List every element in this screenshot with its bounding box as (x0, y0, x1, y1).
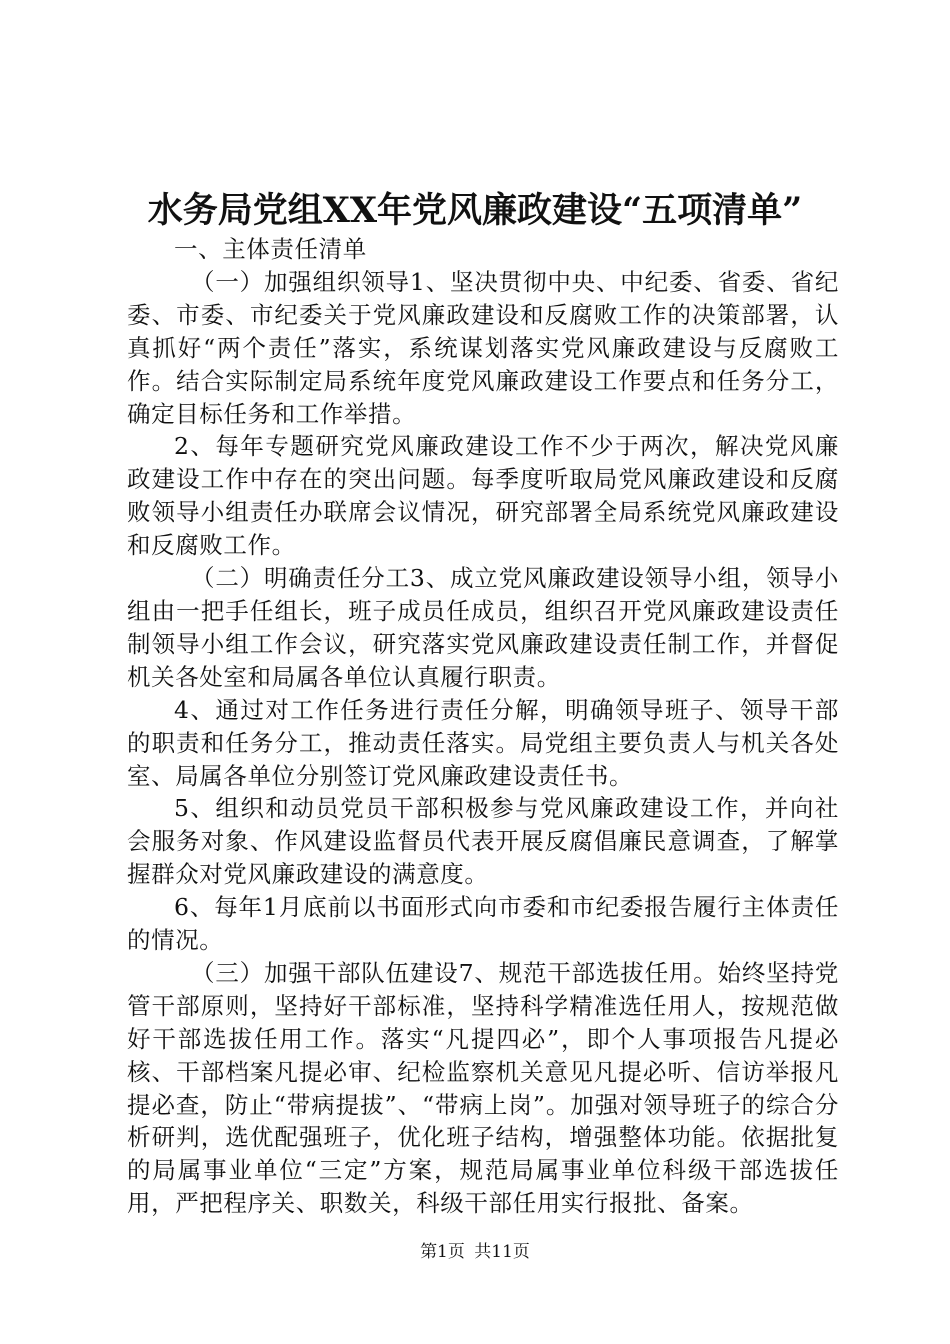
paragraph: 2、每年专题研究党风廉政建设工作不少于两次，解决党风廉政建设工作中存在的突出问题。每季度听取局党风廉政建设和反腐败领导小组责任办联席会议情况，研究部署全局系统党风廉政建设和反腐败工作。 (127, 432, 839, 560)
paragraph: （二）明确责任分工3、成立党风廉政建设领导小组，领导小组由一把手任组长，班子成员任成员，组织召开党风廉政建设责任制领导小组工作会议，研究落实党风廉政建设责任制工作，并督促机关各处室和局属各单位认真履行职责。 (127, 564, 839, 691)
paragraph: 6、每年1月底前以书面形式向市委和市纪委报告履行主体责任的情况。 (127, 893, 839, 955)
paragraph: （一）加强组织领导1、坚决贯彻中央、中纪委、省委、省纪委、市委、市纪委关于党风廉政建设和反腐败工作的决策部署，认真抓好“两个责任”落实，系统谋划落实党风廉政建设与反腐败工作。结合实际制定局系统年度党风廉政建设工作要点和任务分工，确定目标任务和工作举措。 (127, 267, 839, 428)
paragraph: 5、组织和动员党员干部积极参与党风廉政建设工作，并向社会服务对象、作风建设监督员代表开展反腐倡廉民意调查，了解掌握群众对党风廉政建设的满意度。 (127, 794, 839, 889)
section-heading: 一、主体责任清单 (174, 235, 367, 263)
paragraph: 4、通过对工作任务进行责任分解，明确领导班子、领导干部的职责和任务分工，推动责任落实。局党组主要负责人与机关各处室、局属各单位分别签订党风廉政建设责任书。 (127, 695, 839, 790)
page-total: 共11页 (474, 1242, 530, 1262)
document-body (127, 233, 839, 1220)
page-number: 第1页 (420, 1242, 465, 1262)
document-title: 水务局党组XX年党风廉政建设“五项清单” (147, 190, 803, 231)
page-footer (0, 1240, 950, 1264)
paragraph: （三）加强干部队伍建设7、规范干部选拔任用。始终坚持党管干部原则，坚持好干部标准，坚持科学精准选任用人，按规范做好干部选拔任用工作。落实“凡提四必”，即个人事项报告凡提必核、干部档案凡提必审、纪检监察机关意见凡提必听、信访举报凡提必查，防止“带病提拔”、“带病上岗”。加强对领导班子的综合分析研判，选优配强班子，优化班子结构，增强整体功能。依据批复的局属事业单位“三定”方案，规范局属事业单位科级干部选拔任用，严把程序关、职数关，科级干部任用实行报批、备案。 (127, 958, 839, 1218)
